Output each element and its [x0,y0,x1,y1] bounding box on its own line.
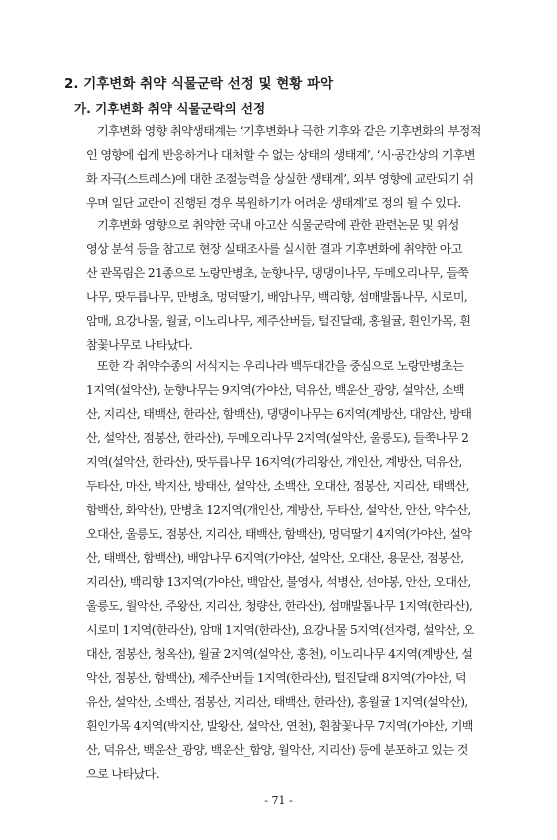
text-line: 시로미 1지역(한라산), 암매 1지역(한라산), 요강나물 5지역(선자령, 설악산, 오 [86,623,474,637]
subsection-heading: 가. 기후변화 취약 식물군락의 선정 [74,101,266,116]
text-line: 나무, 땃두릅나무, 만병초, 멍덕딸기, 배암나무, 백리향, 섬매발톱나무, 시로미, [86,290,468,304]
text-line: 기후변화 영향으로 취약한 국내 아고산 식물군락에 관한 관련논문 및 위성 [97,218,459,232]
paragraph-definition [86,119,484,215]
text-line: 산, 지리산, 태백산, 한라산, 함백산), 댕댕이나무는 6지역(계방산, 대암산, 방태 [86,407,472,421]
text-line: 1지역(설악산), 눈향나무는 9지역(가야산, 덕유산, 백운산_광양, 설악산, 소백 [86,383,464,397]
text-line: 흰인가목 4지역(박지산, 발왕산, 설악산, 연천), 흰참꽃나무 7지역(가야산, 기백 [86,719,473,733]
text-line: 산, 태백산, 함백산), 배암나무 6지역(가야산, 설악산, 오대산, 용문산, 점봉산, [86,551,464,565]
text-line: 화 자극(스트레스)에 대한 조절능력을 상실한 생태계’, 외부 영향에 교란되기 쉬 [86,172,474,186]
text-line: 또한 각 취약수종의 서식지는 우리나라 백두대간을 중심으로 노랑만병초는 [97,359,464,373]
paragraph-habitat-distribution [86,354,484,786]
text-line: 인 영향에 쉽게 반응하거나 대처할 수 없는 상태의 생태계’, ‘시·공간상의 기후변 [86,148,475,162]
text-line: 오대산, 울릉도, 점봉산, 지리산, 태백산, 함백산), 멍덕딸기 4지역(가야산, 설악 [86,527,472,541]
text-line: 참꽃나무로 나타났다. [86,338,193,352]
text-line: 기후변화 영향 취약생태계는 ‘기후변화나 극한 기후와 같은 기후변화의 부정적 [97,124,481,138]
text-line: 영상 분석 등을 참고로 현장 실태조사를 실시한 결과 기후변화에 취약한 아고 [86,242,463,256]
text-line: 대산, 점봉산, 청옥산), 월귤 2지역(설악산, 홍천), 이노리나무 4지역(계방산, 설 [86,647,473,661]
text-line: 산, 덕유산, 백운산_광양, 백운산_함양, 월악산, 지리산) 등에 분포하고 있는 것 [86,743,468,757]
paragraph-survey-results [86,213,484,357]
text-line: 두타산, 마산, 박지산, 방태산, 설악산, 소백산, 오대산, 점봉산, 지리산, 태백산, [86,479,470,493]
text-line: 산, 설악산, 점봉산, 한라산), 두메오리나무 2지역(설악산, 울릉도), 들쭉나무 2 [86,431,469,445]
text-line: 으로 나타났다. [86,767,159,781]
section-heading: 2. 기후변화 취약 식물군락 선정 및 현황 파악 [64,76,334,92]
text-line: 산 관목림은 21종으로 노랑만병초, 눈향나무, 댕댕이나무, 두메오리나무, 들쭉 [86,266,469,280]
text-line: 암매, 요강나물, 월귤, 이노리나무, 제주산버들, 털진달래, 홍월귤, 흰인가목, 흰 [86,314,471,328]
text-line: 지리산), 백리향 13지역(가야산, 백암산, 불영사, 석병산, 선야봉, 안산, 오대산, [86,575,471,589]
page-number: - 71 - [264,794,293,807]
text-line: 지역(설악산, 한라산), 땃두릅나무 16지역(가리왕산, 개인산, 계방산, 덕유산, [86,455,462,469]
text-line: 우며 일단 교란이 진행된 경우 복원하기가 어려운 생태계’로 정의 될 수 있다. [86,196,461,210]
text-line: 함백산, 화악산), 만병초 12지역(개인산, 계방산, 두타산, 설악산, 안산, 약수산, [86,503,471,517]
text-line: 유산, 설악산, 소백산, 점봉산, 지리산, 태백산, 한라산), 홍월귤 1지역(설악산), [86,695,468,709]
text-line: 악산, 점봉산, 함백산), 제주산버들 1지역(한라산), 털진달래 8지역(가야산, 덕 [86,671,466,685]
text-line: 울릉도, 월악산, 주왕산, 지리산, 청량산, 한라산), 섬매발톱나무 1지역(한라산), [86,599,473,613]
